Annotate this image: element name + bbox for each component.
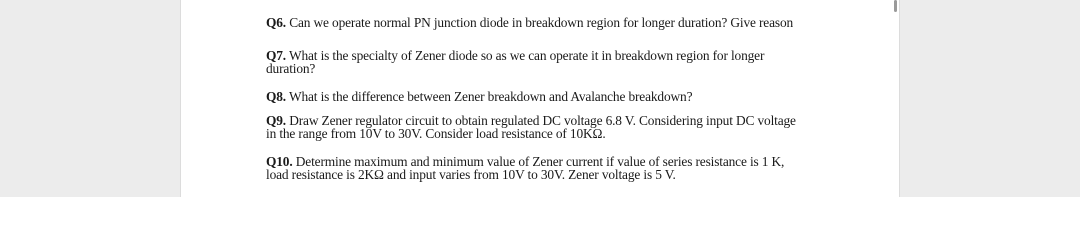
question-number: Q6.	[266, 15, 287, 30]
question-q9	[266, 115, 851, 140]
question-text-continued: in the range from 10V to 30V. Consider load resistance of 10KΩ.	[266, 125, 606, 141]
document-page	[180, 0, 900, 197]
question-text: What is the specialty of Zener diode so as we can operate it in breakdown region for longer	[288, 48, 765, 63]
question-text: Determine maximum and minimum value of Zener current if value of series resistance is 1 K,	[295, 154, 785, 169]
question-q7	[266, 50, 851, 75]
question-text: Draw Zener regulator circuit to obtain regulated DC voltage 6.8 V. Considering input DC voltage	[289, 113, 796, 128]
question-number: Q9.	[266, 113, 287, 128]
question-number: Q8.	[266, 89, 287, 104]
question-q10	[266, 156, 851, 181]
question-number: Q10.	[266, 154, 293, 169]
question-line	[266, 50, 851, 63]
question-text-continued: load resistance is 2KΩ and input varies from 10V to 30V. Zener voltage is 5 V.	[266, 166, 676, 182]
question-text: What is the difference between Zener breakdown and Avalanche breakdown?	[288, 89, 693, 104]
question-line	[266, 91, 851, 104]
left-margin	[0, 0, 180, 197]
question-q8	[266, 91, 851, 104]
right-margin	[900, 0, 1080, 197]
question-text: Can we operate normal PN junction diode in breakdown region for longer duration? Give reason	[289, 15, 794, 30]
question-q6	[266, 17, 851, 30]
question-text-continued: duration?	[266, 60, 316, 76]
question-line	[266, 17, 851, 30]
scrollbar-thumb[interactable]	[894, 0, 897, 12]
question-number: Q7.	[266, 48, 287, 63]
